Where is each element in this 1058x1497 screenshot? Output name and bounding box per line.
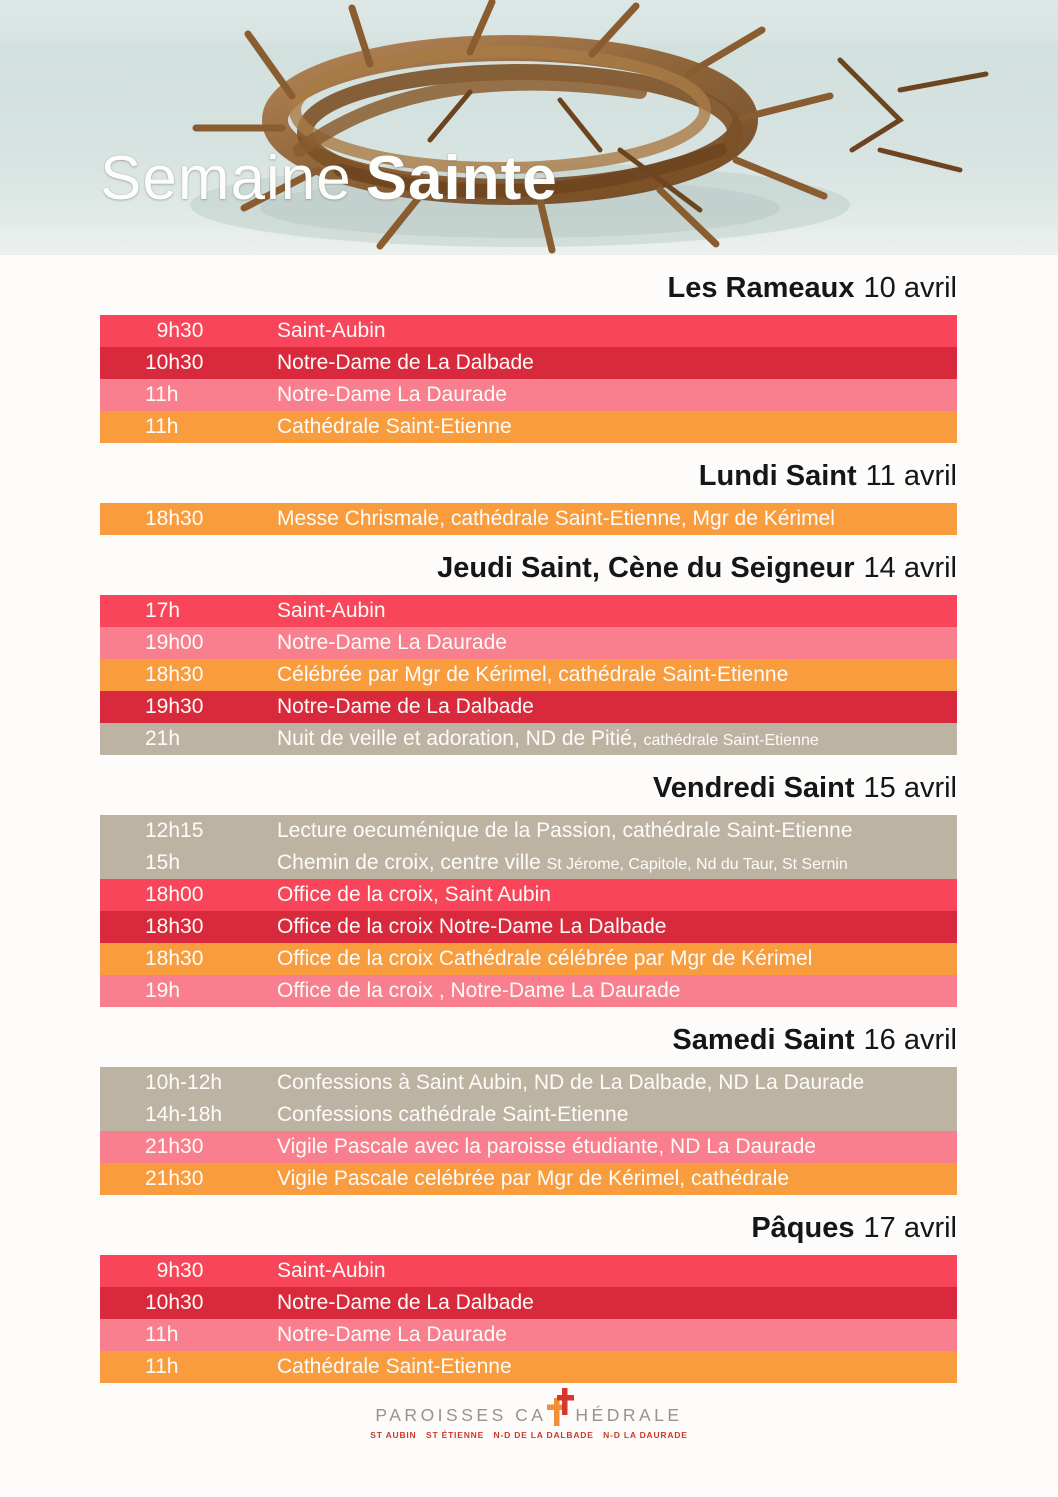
event-time: 11h: [145, 1355, 179, 1378]
day-date: 16 avril: [863, 1024, 957, 1056]
day-rows: [100, 1255, 957, 1383]
day-date: 10 avril: [863, 272, 957, 304]
event-time: 15h: [145, 851, 181, 874]
page-title-bold: Sainte: [365, 144, 558, 213]
schedule-row: [100, 943, 957, 975]
day-rows: [100, 1067, 957, 1195]
day-rows: [100, 815, 957, 1007]
day-title: Jeudi Saint, Cène du Seigneur: [437, 552, 855, 584]
event-description: Nuit de veille et adoration, ND de Pitié, cathédrale Saint-Etienne: [277, 727, 819, 750]
event-time: 21h30: [145, 1135, 204, 1158]
day-date: 15 avril: [863, 772, 957, 804]
hero-banner: [0, 0, 1058, 255]
schedule-row: [100, 1163, 957, 1195]
event-description: Cathédrale Saint-Etienne: [277, 1355, 512, 1378]
event-time: 19h: [145, 979, 181, 1002]
day-rows: [100, 595, 957, 755]
day-date: 14 avril: [863, 552, 957, 584]
event-time: 10h30: [145, 1291, 204, 1314]
schedule: [100, 271, 957, 1383]
day-rows: [100, 315, 957, 443]
day-header: [100, 271, 957, 305]
day-section: [100, 1023, 957, 1195]
day-section: [100, 551, 957, 755]
event-description: Notre-Dame La Daurade: [277, 383, 507, 406]
schedule-row: [100, 1319, 957, 1351]
cross-icon: [547, 1388, 574, 1428]
day-header: [100, 459, 957, 493]
event-description: Vigile Pascale celébrée par Mgr de Kérimel, cathédrale: [277, 1167, 790, 1190]
event-description: Office de la croix Cathédrale célébrée par Mgr de Kérimel: [277, 947, 813, 970]
schedule-row: [100, 879, 957, 911]
event-description: Chemin de croix, centre ville St Jérome, Capitole, Nd du Taur, St Sernin: [277, 851, 848, 874]
page-title: [100, 144, 558, 213]
schedule-row: [100, 1255, 957, 1287]
event-description: Messe Chrismale, cathédrale Saint-Etienne, Mgr de Kérimel: [277, 507, 835, 530]
logo-text-left: PAROISSES CA: [375, 1404, 547, 1425]
schedule-row: [100, 815, 957, 847]
schedule-row: [100, 847, 957, 879]
event-time: 10h30: [145, 351, 204, 374]
event-description: Saint-Aubin: [277, 1259, 386, 1282]
event-description: Notre-Dame La Daurade: [277, 1323, 507, 1346]
event-description: Office de la croix Notre-Dame La Dalbade: [277, 915, 667, 938]
parish-list: ST AUBIN ST ÉTIENNE N-D DE LA DALBADE N-D LA DAURADE: [370, 1429, 688, 1440]
event-description: Cathédrale Saint-Etienne: [277, 415, 512, 438]
event-description: Notre-Dame La Daurade: [277, 631, 507, 654]
day-date: 17 avril: [863, 1212, 957, 1244]
event-description: Notre-Dame de La Dalbade: [277, 351, 534, 374]
day-header: [100, 551, 957, 585]
event-time: 19h30: [145, 695, 204, 718]
event-time: 18h30: [145, 915, 204, 938]
event-time: 18h30: [145, 947, 204, 970]
page-title-light: Semaine: [100, 144, 352, 213]
schedule-row: [100, 503, 957, 535]
schedule-row: [100, 1287, 957, 1319]
day-header: [100, 1211, 957, 1245]
event-time: 12h15: [145, 819, 204, 842]
event-description: Office de la croix , Notre-Dame La Daurade: [277, 979, 681, 1002]
event-description-detail: St Jérome, Capitole, Nd du Taur, St Sernin: [546, 856, 848, 873]
event-time: 18h00: [145, 883, 204, 906]
schedule-row: [100, 411, 957, 443]
schedule-row: [100, 315, 957, 347]
event-time: 17h: [145, 599, 181, 622]
day-header: [100, 771, 957, 805]
event-time: 18h30: [145, 663, 204, 686]
event-description: Saint-Aubin: [277, 319, 386, 342]
footer: [0, 1388, 1058, 1440]
event-time: 11h: [145, 415, 179, 438]
schedule-row: [100, 627, 957, 659]
event-description: Notre-Dame de La Dalbade: [277, 695, 534, 718]
day-title: Lundi Saint: [698, 460, 857, 492]
event-time: 21h30: [145, 1167, 204, 1190]
event-time: 10h-12h: [145, 1071, 223, 1094]
schedule-row: [100, 379, 957, 411]
schedule-row: [100, 691, 957, 723]
event-time: 9h30: [145, 319, 204, 342]
event-description-detail: cathédrale Saint-Etienne: [643, 732, 819, 749]
schedule-row: [100, 659, 957, 691]
event-description: Célébrée par Mgr de Kérimel, cathédrale Saint-Etienne: [277, 663, 789, 686]
event-description: Office de la croix, Saint Aubin: [277, 883, 551, 906]
day-section: [100, 1211, 957, 1383]
event-description: Notre-Dame de La Dalbade: [277, 1291, 534, 1314]
event-time: 9h30: [145, 1259, 204, 1282]
day-title: Pâques: [751, 1212, 855, 1244]
day-title: Samedi Saint: [672, 1024, 855, 1056]
day-rows: [100, 503, 957, 535]
schedule-row: [100, 1099, 957, 1131]
event-time: 19h00: [145, 631, 204, 654]
event-time: 18h30: [145, 507, 204, 530]
parishes-logo: [375, 1388, 682, 1424]
event-time: 11h: [145, 383, 179, 406]
day-date: 11 avril: [865, 460, 957, 492]
schedule-row: [100, 1067, 957, 1099]
schedule-row: [100, 1131, 957, 1163]
crown-of-thorns-image: [0, 0, 1058, 255]
schedule-row: [100, 975, 957, 1007]
schedule-row: [100, 723, 957, 755]
event-description: Saint-Aubin: [277, 599, 386, 622]
event-time: 11h: [145, 1323, 179, 1346]
day-section: [100, 271, 957, 443]
day-section: [100, 459, 957, 535]
event-time: 21h: [145, 727, 181, 750]
event-description: Confessions cathédrale Saint-Etienne: [277, 1103, 629, 1126]
schedule-row: [100, 347, 957, 379]
day-title: Les Rameaux: [667, 272, 855, 304]
event-time: 14h-18h: [145, 1103, 223, 1126]
schedule-row: [100, 595, 957, 627]
event-description: Vigile Pascale avec la paroisse étudiante, ND La Daurade: [277, 1135, 816, 1158]
day-header: [100, 1023, 957, 1057]
logo-text-right: HÉDRALE: [575, 1404, 683, 1425]
event-description: Confessions à Saint Aubin, ND de La Dalbade, ND La Daurade: [277, 1071, 865, 1094]
schedule-row: [100, 1351, 957, 1383]
schedule-row: [100, 911, 957, 943]
day-title: Vendredi Saint: [653, 772, 855, 804]
event-description: Lecture oecuménique de la Passion, cathédrale Saint-Etienne: [277, 819, 853, 842]
day-section: [100, 771, 957, 1007]
